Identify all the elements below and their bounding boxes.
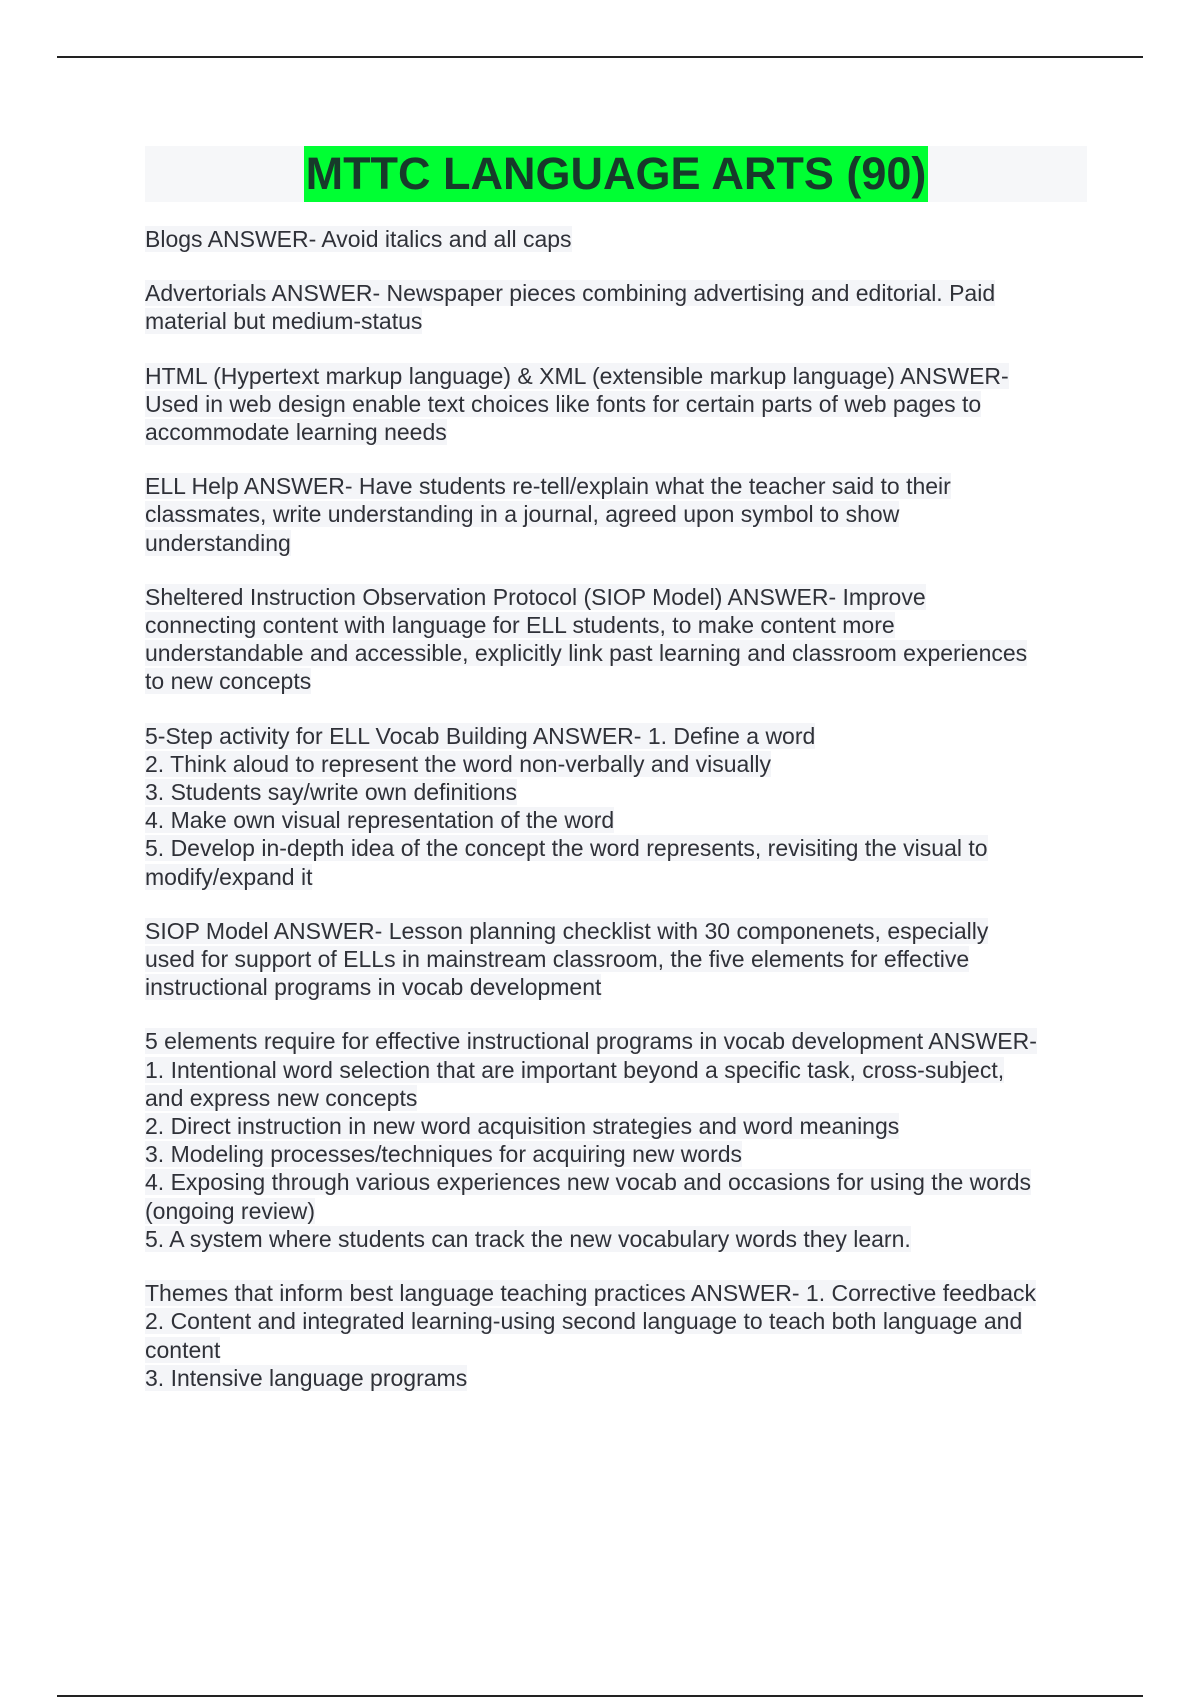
text-line xyxy=(145,225,1095,253)
text-line-content: SIOP Model ANSWER- Lesson planning checklist with 30 componenets, especially xyxy=(145,917,989,944)
text-line xyxy=(145,307,1095,335)
text-line-content: 3. Students say/write own definitions xyxy=(145,779,518,806)
text-line xyxy=(145,667,1095,695)
text-line xyxy=(145,472,1095,500)
document-body xyxy=(145,225,1095,1418)
text-line-content: understanding xyxy=(145,529,291,556)
text-line xyxy=(145,390,1095,418)
top-rule xyxy=(57,56,1143,58)
text-line-content: Blogs ANSWER- Avoid italics and all caps xyxy=(145,226,572,252)
text-line-content: classmates, write understanding in a journal, agreed upon symbol to show xyxy=(145,501,900,528)
text-line xyxy=(145,778,1095,806)
document-title: MTTC LANGUAGE ARTS (90) xyxy=(304,146,929,202)
text-line xyxy=(145,362,1095,390)
text-line-content: 4. Exposing through various experiences new vocab and occasions for using the words xyxy=(145,1169,1032,1196)
text-line xyxy=(145,639,1095,667)
text-line-content: 2. Content and integrated learning-using second language to teach both language and xyxy=(145,1308,1023,1335)
text-line-content: Advertorials ANSWER- Newspaper pieces combining advertising and editorial. Paid xyxy=(145,280,996,307)
text-line-content: (ongoing review) xyxy=(145,1197,316,1224)
text-line xyxy=(145,418,1095,446)
text-line xyxy=(145,917,1095,945)
text-line xyxy=(145,1056,1095,1084)
qa-paragraph xyxy=(145,1027,1095,1253)
text-line-content: content xyxy=(145,1336,221,1363)
text-line-content: 5-Step activity for ELL Vocab Building ANSWER- 1. Define a word xyxy=(145,722,816,749)
text-line-content: 3. Modeling processes/techniques for acquiring new words xyxy=(145,1141,743,1168)
text-line-content: 2. Direct instruction in new word acquisition strategies and word meanings xyxy=(145,1113,900,1140)
title-band xyxy=(145,146,1087,202)
text-line xyxy=(145,945,1095,973)
text-line-content: to new concepts xyxy=(145,668,312,695)
qa-paragraph xyxy=(145,917,1095,1002)
text-line-content: 5 elements require for effective instructional programs in vocab development ANSWER- xyxy=(145,1028,1037,1055)
text-line-content: ELL Help ANSWER- Have students re-tell/explain what the teacher said to their xyxy=(145,473,951,500)
text-line xyxy=(145,1336,1095,1364)
text-line-content: 1. Intentional word selection that are important beyond a specific task, cross-subject, xyxy=(145,1056,1005,1083)
bottom-rule xyxy=(57,1695,1143,1697)
text-line xyxy=(145,611,1095,639)
text-line-content: 2. Think aloud to represent the word non-verbally and visually xyxy=(145,750,772,777)
text-line xyxy=(145,1279,1095,1307)
text-line-content: and express new concepts xyxy=(145,1084,418,1111)
text-line-content: Themes that inform best language teaching practices ANSWER- 1. Corrective feedback xyxy=(145,1280,1037,1307)
text-line xyxy=(145,1140,1095,1168)
text-line-content: material but medium-status xyxy=(145,308,423,335)
text-line xyxy=(145,1225,1095,1253)
qa-paragraph xyxy=(145,362,1095,447)
text-line xyxy=(145,1084,1095,1112)
qa-paragraph xyxy=(145,279,1095,335)
text-line xyxy=(145,1027,1095,1055)
text-line-content: Used in web design enable text choices like fonts for certain parts of web pages to xyxy=(145,390,982,417)
text-line xyxy=(145,863,1095,891)
text-line-content: instructional programs in vocab development xyxy=(145,974,602,1001)
text-line xyxy=(145,279,1095,307)
qa-paragraph xyxy=(145,722,1095,891)
text-line xyxy=(145,806,1095,834)
text-line-content: 5. Develop in-depth idea of the concept the word represents, revisiting the visual to xyxy=(145,835,988,862)
text-line-content: Sheltered Instruction Observation Protocol (SIOP Model) ANSWER- Improve xyxy=(145,583,926,610)
text-line xyxy=(145,1307,1095,1335)
qa-paragraph xyxy=(145,1279,1095,1392)
qa-paragraph xyxy=(145,472,1095,557)
text-line xyxy=(145,973,1095,1001)
text-line-content: HTML (Hypertext markup language) & XML (extensible markup language) ANSWER- xyxy=(145,362,1009,389)
text-line xyxy=(145,1112,1095,1140)
text-line xyxy=(145,750,1095,778)
text-line xyxy=(145,834,1095,862)
text-line-content: 5. A system where students can track the new vocabulary words they learn. xyxy=(145,1225,911,1252)
qa-paragraph xyxy=(145,583,1095,696)
text-line xyxy=(145,1168,1095,1196)
qa-paragraph xyxy=(145,225,1095,253)
text-line-content: accommodate learning needs xyxy=(145,419,447,446)
text-line xyxy=(145,500,1095,528)
text-line xyxy=(145,1197,1095,1225)
text-line xyxy=(145,529,1095,557)
text-line-content: connecting content with language for ELL students, to make content more xyxy=(145,612,895,639)
text-line xyxy=(145,1364,1095,1392)
text-line-content: modify/expand it xyxy=(145,863,313,890)
text-line xyxy=(145,583,1095,611)
text-line xyxy=(145,722,1095,750)
text-line-content: 3. Intensive language programs xyxy=(145,1364,468,1391)
text-line-content: understandable and accessible, explicitly link past learning and classroom experiences xyxy=(145,640,1028,667)
text-line-content: used for support of ELLs in mainstream classroom, the five elements for effective xyxy=(145,946,970,973)
text-line-content: 4. Make own visual representation of the word xyxy=(145,807,615,834)
